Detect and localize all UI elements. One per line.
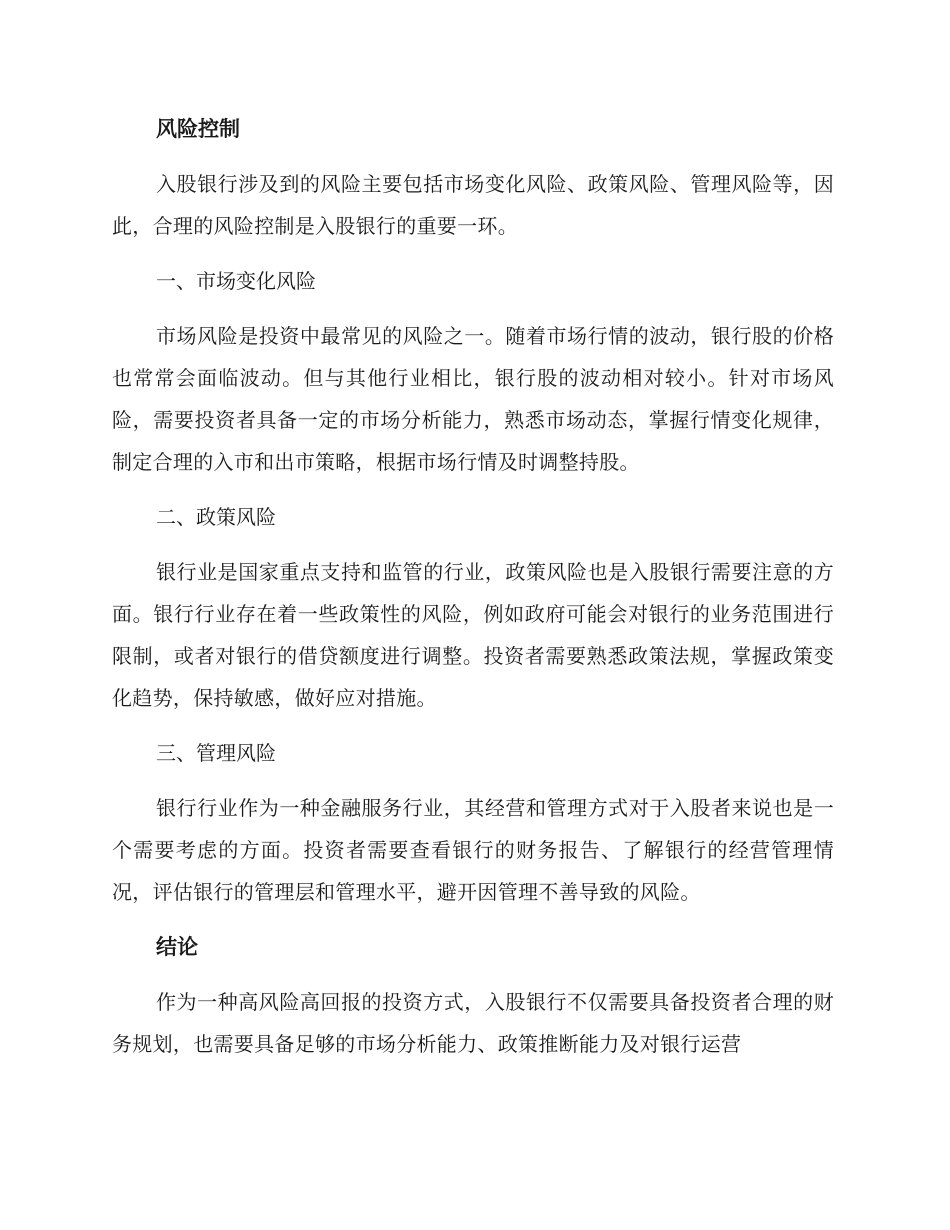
paragraph-market-risk: 市场风险是投资中最常见的风险之一。随着市场行情的波动，银行股的价格也常常会面临波动。但与其他行业相比，银行股的波动相对较小。针对市场风险，需要投资者具备一定的市场分析能力，熟悉市场动态，掌握行情变化规律，制定合理的入市和出市策略，根据市场行情及时调整持股。 xyxy=(112,324,834,474)
paragraph-policy-risk: 银行业是国家重点支持和监管的行业，政策风险也是入股银行需要注意的方面。银行行业存在着一些政策性的风险，例如政府可能会对银行的业务范围进行限制，或者对银行的借贷额度进行调整。投资者需要熟悉政策法规，掌握政策变化趋势，保持敏感，做好应对措施。 xyxy=(112,560,834,710)
subheading-management-risk: 三、管理风险 xyxy=(156,741,276,765)
paragraph-conclusion: 作为一种高风险高回报的投资方式，入股银行不仅需要具备投资者合理的财务规划，也需要具备足够的市场分析能力、政策推断能力及对银行运营 xyxy=(112,990,834,1056)
subheading-policy-risk: 二、政策风险 xyxy=(156,505,276,529)
section-heading-conclusion: 结论 xyxy=(156,935,198,959)
paragraph-risk-intro: 入股银行涉及到的风险主要包括市场变化风险、政策风险、管理风险等，因此，合理的风险控制是入股银行的重要一环。 xyxy=(112,172,834,238)
paragraph-management-risk: 银行行业作为一种金融服务行业，其经营和管理方式对于入股者来说也是一个需要考虑的方面。投资者需要查看银行的财务报告、了解银行的经营管理情况，评估银行的管理层和管理水平，避开因管理不善导致的风险。 xyxy=(112,796,834,904)
section-heading-risk-control: 风险控制 xyxy=(156,117,240,141)
subheading-market-risk: 一、市场变化风险 xyxy=(156,269,316,293)
document-page xyxy=(112,108,834,1078)
